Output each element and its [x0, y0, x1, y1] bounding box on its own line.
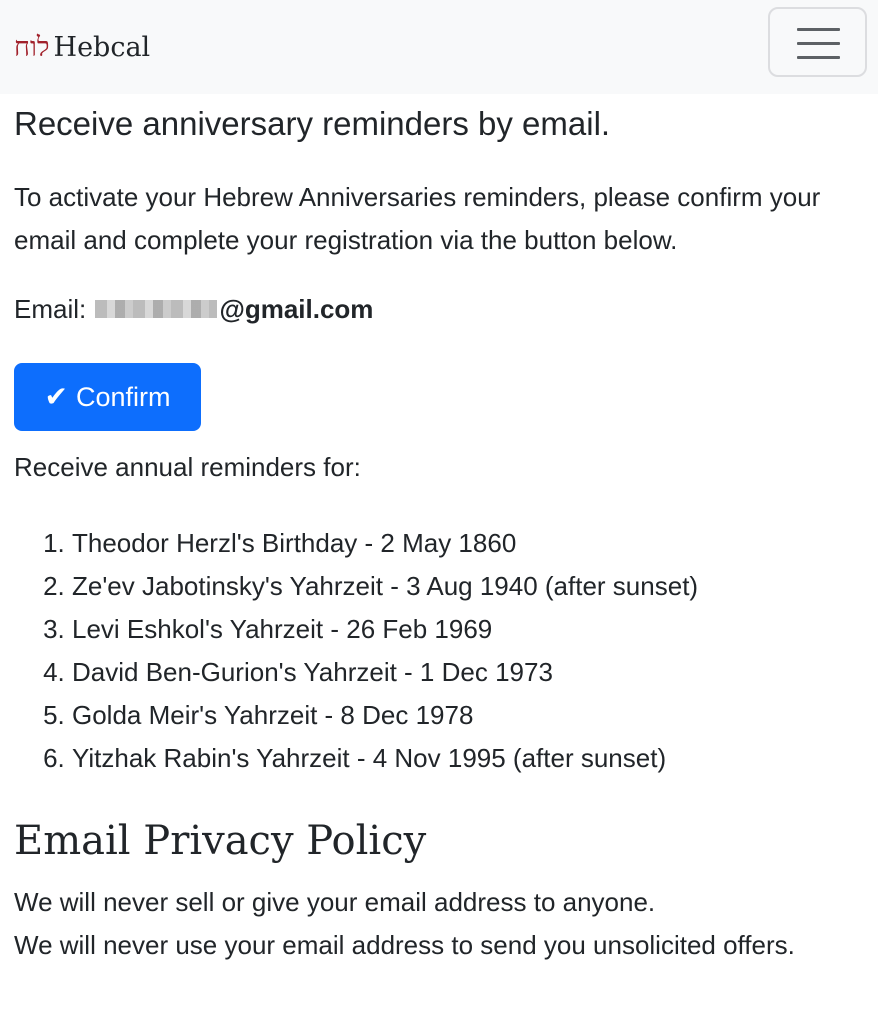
confirm-button[interactable]: [14, 363, 201, 431]
intro-text: To activate your Hebrew Anniversaries reminders, please confirm your email and complete your registration via the button below.: [14, 182, 821, 255]
list-item: 3. Levi Eshkol's Yahrzeit - 26 Feb 1969: [72, 608, 698, 651]
confirm-button-label: Confirm: [75, 381, 171, 412]
navbar: [0, 0, 878, 94]
reminders-label: Receive annual reminders for:: [14, 452, 361, 482]
privacy-policy-heading: Email Privacy Policy: [14, 818, 427, 864]
navbar-toggle-button[interactable]: [768, 7, 867, 77]
brand-logo-link[interactable]: [14, 30, 150, 66]
list-item: 4. David Ben-Gurion's Yahrzeit - 1 Dec 1973: [72, 651, 698, 694]
email-line: [14, 291, 373, 327]
page-lead: Receive anniversary reminders by email.: [14, 105, 611, 142]
reminder-list: [14, 522, 698, 780]
check-icon: ✔: [44, 381, 68, 412]
list-item: 6. Yitzhak Rabin's Yahrzeit - 4 Nov 1995 (after sunset): [72, 737, 698, 780]
privacy-policy-text: [14, 881, 834, 967]
policy-line-1: We will never sell or give your email address to anyone.: [14, 887, 656, 917]
email-domain: @gmail.com: [219, 294, 374, 324]
list-item: 5. Golda Meir's Yahrzeit - 8 Dec 1978: [72, 694, 698, 737]
policy-line-2: We will never use your email address to send you unsolicited offers.: [14, 930, 795, 960]
email-label: Email:: [14, 294, 87, 324]
email-redacted-username: [95, 300, 217, 318]
brand-name-text: Hebcal: [53, 32, 151, 63]
list-item: 2. Ze'ev Jabotinsky's Yahrzeit - 3 Aug 1940 (after sunset): [72, 565, 698, 608]
list-item: 1. Theodor Herzl's Birthday - 2 May 1860: [72, 522, 698, 565]
brand-hebrew-text: לוח: [14, 32, 50, 63]
